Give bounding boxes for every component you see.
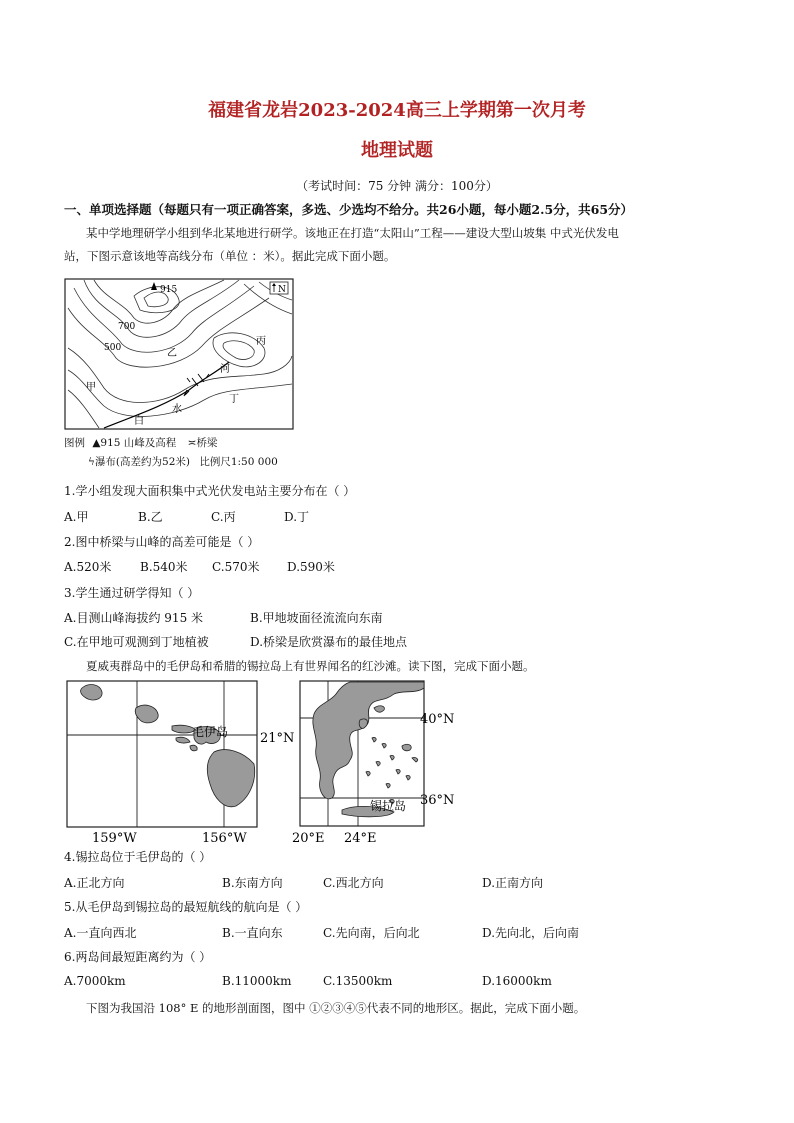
q1-option-b: B.乙 [138, 510, 163, 524]
question-2-stem: 2.图中桥梁与山峰的高差可能是（ ） [64, 535, 260, 549]
peak-label: 915 [160, 285, 178, 295]
greece-lat-top: 40°N [420, 712, 455, 727]
north-arrow [270, 282, 288, 295]
q2-option-b: B.540米 [140, 560, 188, 574]
passage-2: 夏威夷群岛中的毛伊岛和希腊的锡拉岛上有世界闻名的红沙滩。读下图，完成下面小题。 [86, 659, 535, 673]
q1-option-a: A.甲 [64, 510, 89, 524]
q1-option-d: D.丁 [284, 510, 310, 524]
river-label-bai: 白 [134, 416, 144, 427]
legend-peak-text: 915 山峰及高程 [100, 437, 177, 449]
legend-waterfall-text: 瀑布(高差约为52米) [94, 456, 190, 468]
legend-prefix: 图例 [64, 437, 85, 449]
contour-map [64, 278, 294, 430]
santorini-label: 锡拉岛 [370, 799, 407, 813]
q3-option-a: A.目测山峰海拔约 915 米 [64, 611, 204, 625]
question-3-stem: 3.学生通过研学得知（ ） [64, 586, 200, 600]
question-4-stem: 4.锡拉岛位于毛伊岛的（ ） [64, 850, 212, 864]
q5-option-c: C.先向南，后向北 [323, 926, 420, 940]
q4-option-d: D.正南方向 [482, 876, 544, 890]
passage-3: 下图为我国沿 108° E 的地形剖面图，图中 ①②③④⑤代表不同的地形区。据此，完成下面小题。 [86, 1001, 586, 1015]
hawaii-map [64, 680, 304, 850]
q2-option-d: D.590米 [287, 560, 335, 574]
contour-label-500: 500 [104, 343, 122, 353]
page-subtitle: 地理试题 [361, 140, 433, 161]
question-5-stem: 5.从毛伊岛到锡拉岛的最短航线的航向是（ ） [64, 900, 308, 914]
greece-lon-left: 20°E [292, 831, 325, 846]
q6-option-b: B.11000km [222, 974, 292, 988]
greece-map [290, 680, 470, 850]
legend-scale-text: 比例尺1:50 000 [199, 456, 278, 468]
legend-bridge-icon: ≍ [187, 437, 197, 449]
hawaii-lon-right: 156°W [202, 831, 247, 846]
river-label-shui: 水 [172, 404, 182, 415]
place-ding: 丁 [229, 394, 239, 405]
legend-peak-icon: ▲ [92, 437, 101, 449]
q4-option-b: B.东南方向 [222, 876, 283, 890]
passage-1 [64, 222, 744, 268]
maui-label: 毛伊岛 [192, 725, 229, 739]
q2-option-c: C.570米 [212, 560, 260, 574]
exam-info: （考试时间：75 分钟 满分：100分） [296, 179, 498, 193]
place-bing: 丙 [256, 336, 266, 347]
q2-option-a: A.520米 [64, 560, 112, 574]
passage-1-line-2: 站，下图示意该地等高线分布（单位 ：米）。据此完成下面小题。 [64, 249, 396, 263]
q5-option-d: D.先向北，后向南 [482, 926, 580, 940]
place-jia: 甲 [86, 382, 96, 393]
q1-option-c: C.丙 [211, 510, 236, 524]
q4-option-a: A.正北方向 [64, 876, 125, 890]
q3-option-b: B.甲地坡面径流流向东南 [250, 611, 383, 625]
north-label: N [278, 285, 286, 295]
section-heading: 一、单项选择题（每题只有一项正确答案，多选、少选均不给分。共26小题，每小题2.5分，共65分） [64, 202, 634, 217]
question-6-stem: 6.两岛间最短距离约为（ ） [64, 950, 212, 964]
greece-lat-bottom: 36°N [420, 793, 455, 808]
hawaii-lat-label: 21°N [260, 731, 295, 746]
page-title: 福建省龙岩2023-2024高三上学期第一次月考 [208, 100, 586, 121]
legend-waterfall-icon: ϟ [88, 456, 95, 468]
q5-option-b: B.一直向东 [222, 926, 283, 940]
q3-option-c: C.在甲地可观测到丁地植被 [64, 635, 209, 649]
hawaii-lon-left: 159°W [92, 831, 137, 846]
q6-option-c: C.13500km [323, 974, 393, 988]
contour-label-700: 700 [118, 322, 136, 332]
q4-option-c: C.西北方向 [323, 876, 384, 890]
q3-option-d: D.桥梁是欣赏瀑布的最佳地点 [250, 635, 408, 649]
passage-1-line-1: 某中学地理研学小组到华北某地进行研学。该地正在打造“太阳山”工程——建设大型山坡集 中式光伏发电 [86, 226, 619, 240]
map-legend [64, 434, 278, 472]
question-1-stem: 1.学小组发现大面积集中式光伏发电站主要分布在（ ） [64, 484, 356, 498]
q6-option-a: A.7000km [64, 974, 126, 988]
river-label-he: 河 [220, 364, 230, 375]
greece-lon-right: 24°E [344, 831, 377, 846]
q6-option-d: D.16000km [482, 974, 552, 988]
place-yi: 乙 [167, 348, 177, 359]
legend-bridge-text: 桥梁 [196, 437, 218, 449]
q5-option-a: A.一直向西北 [64, 926, 137, 940]
